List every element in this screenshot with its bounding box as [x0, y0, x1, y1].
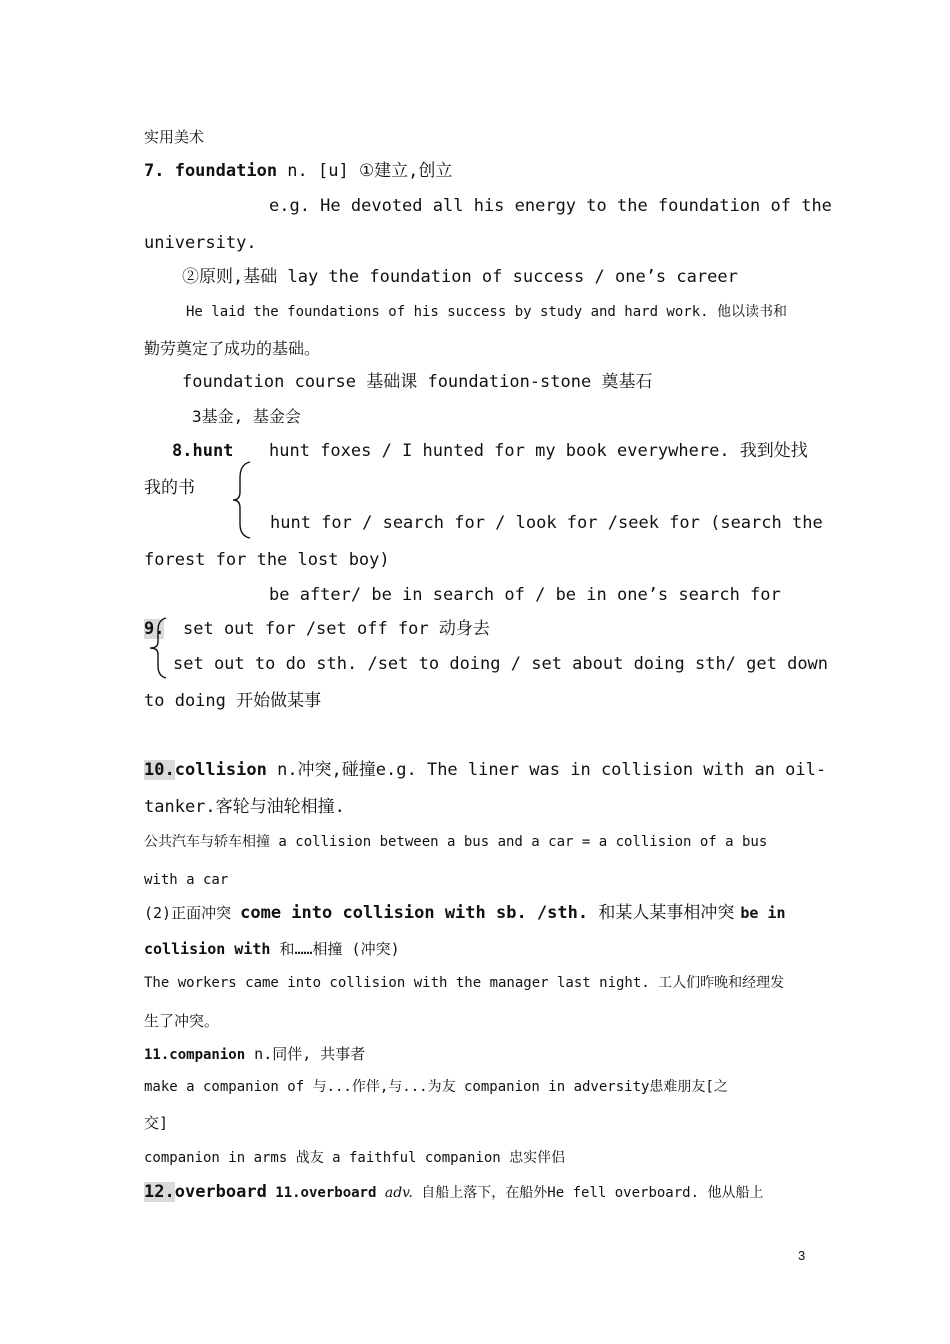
entry-number: 10.: [144, 760, 175, 780]
brace-icon: [146, 616, 170, 680]
text-line: The workers came into collision with the manager last night. 工人们昨晚和经理发: [144, 975, 785, 991]
text-line: 实用美术: [144, 128, 205, 146]
entry-word: collision: [174, 760, 267, 780]
entry-definition: 自船上落下，在船外He fell overboard. 他从船上: [412, 1185, 764, 1201]
text-fragment: 和某人某事相冲突: [588, 903, 735, 923]
text-line: 交]: [144, 1114, 169, 1132]
text-fragment: 和……相撞 (冲突): [270, 940, 400, 958]
text-line: forest for the lost boy): [144, 550, 390, 570]
text-line: 3基金, 基金会: [192, 407, 301, 426]
entry-word: overboard: [174, 1182, 267, 1202]
entry-overboard: [144, 1181, 763, 1204]
entry-number-word: 11.companion: [144, 1047, 246, 1063]
text-line: be after/ be in search of / be in one’s search for: [269, 585, 781, 605]
entry-definition: n.冲突,碰撞e.g. The liner was in collision with an oil-: [266, 760, 827, 780]
text-line: 生了冲突。: [144, 1012, 220, 1030]
text-line: 公共汽车与轿车相撞 a collision between a bus and a car = a collision of a bus: [144, 834, 768, 850]
entry-companion: [144, 1043, 365, 1066]
text-line: companion in arms 战友 a faithful companion 忠实伴侣: [144, 1150, 566, 1166]
entry-definition: n. [u] ①建立,创立: [277, 161, 453, 181]
phrase-bold: be in: [740, 904, 786, 922]
text-line: e.g. He devoted all his energy to the foundation of the: [269, 196, 832, 216]
entry-hunt: 8.hunt: [172, 441, 234, 461]
text-line: with a car: [144, 872, 229, 888]
text-line: make a companion of 与...作伴,与...为友 companion in adversity患难朋友[之: [144, 1079, 728, 1095]
text-line: hunt foxes / I hunted for my book everywhere. 我到处找: [269, 441, 808, 461]
page-number: 3: [798, 1248, 806, 1263]
brace-icon: [230, 460, 254, 540]
entry-collision: [144, 759, 826, 781]
entry-number-word: 7. foundation: [144, 161, 278, 181]
text-fragment: (2)正面冲突: [144, 904, 241, 922]
entry-definition: n.同伴, 共事者: [245, 1045, 366, 1063]
text-line: [144, 938, 400, 960]
text-line: [144, 902, 786, 924]
entry-number-word: 11.overboard: [266, 1185, 385, 1201]
text-line: tanker.客轮与油轮相撞.: [144, 797, 345, 817]
phrase-bold: come into collision with sb. /sth.: [240, 903, 589, 923]
entry-number: 9.: [144, 619, 165, 639]
text-line: university.: [144, 233, 257, 253]
text-line: to doing 开始做某事: [144, 691, 322, 711]
text-line: set out to do sth. /set to doing / set about doing sth/ get down: [173, 654, 829, 674]
text-line: 我的书: [144, 478, 195, 498]
part-of-speech: adv.: [384, 1185, 413, 1201]
entry-number: 12.: [144, 1182, 175, 1202]
text-line: 勤劳奠定了成功的基础。: [144, 339, 321, 358]
text-line: He laid the foundations of his success by study and hard work. 他以读书和: [186, 304, 788, 320]
text-line: set out for /set off for 动身去: [183, 619, 490, 639]
entry-foundation: [144, 160, 452, 182]
phrase-bold: collision with: [144, 940, 271, 958]
text-line: ②原则,基础 lay the foundation of success / one’s career: [182, 267, 738, 287]
text-line: hunt for / search for / look for /seek for (search the: [270, 513, 823, 533]
text-line: foundation course 基础课 foundation-stone 奠基石: [182, 372, 653, 392]
